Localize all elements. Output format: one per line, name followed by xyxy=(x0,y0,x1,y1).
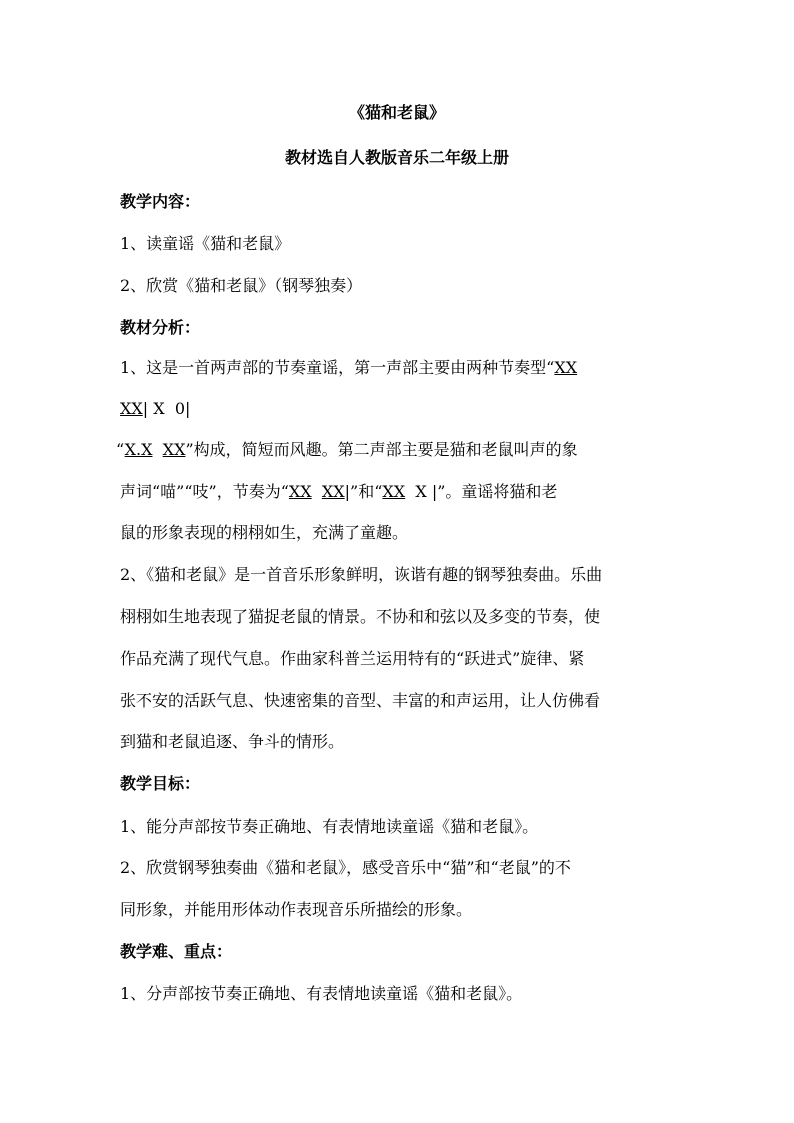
rhythm-notation: X.X xyxy=(124,440,153,459)
goals-line-1: 1、能分声部按节奏正确地、有表情地读童谣《猫和老鼠》。 xyxy=(120,817,539,836)
section-heading-analysis: 教材分析： xyxy=(120,318,201,337)
analysis-para2-line2: 栩栩如生地表现了猫捉老鼠的情景。不协和和弦以及多变的节奏，使 xyxy=(120,607,601,626)
analysis-para1-line3 xyxy=(116,439,676,461)
document-subtitle: 教材选自人教版音乐二年级上册 xyxy=(284,148,509,167)
analysis-para2-line5: 到猫和老鼠追逐、争斗的情形。 xyxy=(120,732,345,751)
text-run: 1、这是一首两声部的节奏童谣，第一声部主要由两种节奏型“ xyxy=(120,358,555,377)
rhythm-notation-text: | X 0| xyxy=(142,399,191,418)
analysis-para1-line1 xyxy=(120,357,680,379)
analysis-para1-line5: 鼠的形象表现的栩栩如生，充满了童趣。 xyxy=(120,523,409,542)
text-run: X |”。童谣将猫和老 xyxy=(405,482,558,501)
document-title: 《猫和老鼠》 xyxy=(348,103,445,122)
rhythm-notation: XX xyxy=(162,440,186,459)
text-run: “ xyxy=(116,440,125,459)
text-run: 声词“喵”“吱”，节奏为“ xyxy=(120,482,289,501)
rhythm-notation: XX xyxy=(382,482,406,501)
analysis-para1-line4 xyxy=(120,481,680,503)
analysis-para1-line2 xyxy=(120,398,680,420)
rhythm-notation: XX xyxy=(120,399,143,418)
content-item-1: 1、读童谣《猫和老鼠》 xyxy=(120,234,291,253)
spacer-text xyxy=(153,440,163,459)
goals-line-2: 2、欣赏钢琴独奏曲《猫和老鼠》，感受音乐中“猫”和“老鼠”的不 xyxy=(120,858,571,877)
rhythm-notation: XX xyxy=(288,482,312,501)
section-heading-key-points: 教学难、重点： xyxy=(120,942,233,961)
key-points-line-1: 1、分声部按节奏正确地、有表情地读童谣《猫和老鼠》。 xyxy=(120,984,523,1003)
analysis-para2-line4: 张不安的活跃气息、快速密集的音型、丰富的和声运用，让人仿佛看 xyxy=(120,691,601,710)
analysis-para2-line3: 作品充满了现代气息。作曲家科普兰运用特有的“跃进式”旋律、紧 xyxy=(120,649,585,668)
section-heading-goals: 教学目标： xyxy=(120,774,201,793)
goals-line-3: 同形象，并能用形体动作表现音乐所描绘的形象。 xyxy=(120,900,473,919)
section-heading-content: 教学内容： xyxy=(120,192,201,211)
rhythm-notation: XX xyxy=(554,358,578,377)
rhythm-notation: XX xyxy=(321,482,345,501)
text-run: ”构成，简短而风趣。第二声部主要是猫和老鼠叫声的象 xyxy=(185,440,578,459)
spacer-text xyxy=(312,482,322,501)
text-run: |”和“ xyxy=(344,482,383,501)
analysis-para2-line1: 2、《猫和老鼠》是一首音乐形象鲜明，诙谐有趣的钢琴独奏曲。乐曲 xyxy=(120,565,603,584)
content-item-2: 2、欣赏《猫和老鼠》（钢琴独奏） xyxy=(120,276,363,295)
